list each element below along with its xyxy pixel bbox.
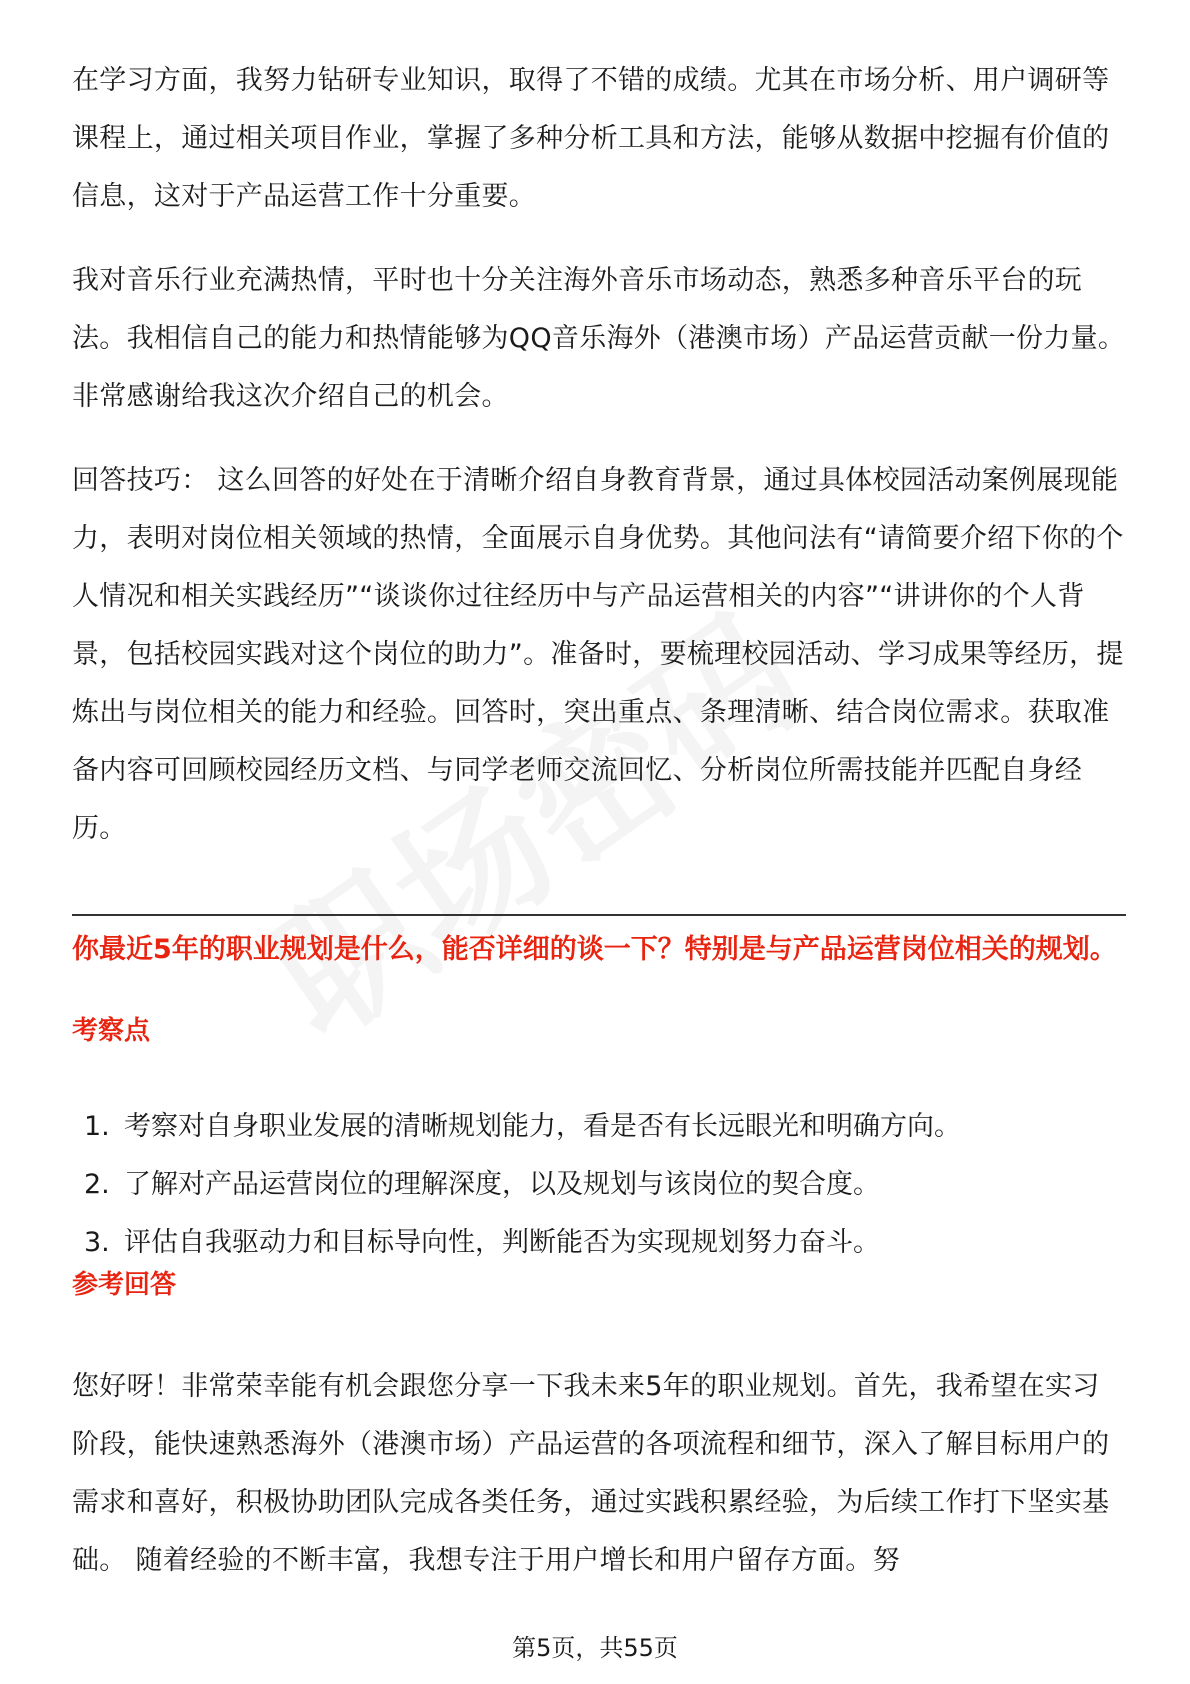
list-item xyxy=(84,1156,1124,1214)
list-number: 2. xyxy=(84,1169,110,1200)
focus-title: 考察点 xyxy=(72,1016,151,1046)
paragraph-study: 在学习方面，我努力钻研专业知识，取得了不错的成绩。尤其在市场分析、用户调研等课程上，通过相关项目作业，掌握了多种分析工具和方法，能够从数据中挖掘有价值的信息，这对于产品运营工作十分重要。 xyxy=(72,65,1110,212)
list-text: 了解对产品运营岗位的理解深度，以及规划与该岗位的契合度。 xyxy=(124,1169,880,1200)
list-number: 3. xyxy=(84,1227,110,1258)
page-number: 第5页，共55页 xyxy=(512,1634,678,1662)
focus-list xyxy=(84,1098,1124,1272)
paragraph-passion: 我对音乐行业充满热情，平时也十分关注海外音乐市场动态，熟悉多种音乐平台的玩法。我相信自己的能力和热情能够为QQ音乐海外（港澳市场）产品运营贡献一份力量。非常感谢给我这次介绍自己的机会。 xyxy=(72,265,1126,412)
list-item xyxy=(84,1098,1124,1156)
list-number: 1. xyxy=(84,1111,110,1142)
list-item xyxy=(84,1214,1124,1272)
section-divider xyxy=(72,914,1126,916)
answer-text: 您好呀！非常荣幸能有机会跟您分享一下我未来5年的职业规划。首先，我希望在实习阶段，能快速熟悉海外（港澳市场）产品运营的各项流程和细节，深入了解目标用户的需求和喜好，积极协助团队完成各类任务，通过实践积累经验，为后续工作打下坚实基础。 随着经验的不断丰富，我想专注于用户增长和用户留存方面。努 xyxy=(72,1371,1110,1576)
list-text: 评估自我驱动力和目标导向性，判断能否为实现规划努力奋斗。 xyxy=(124,1227,880,1258)
body-text xyxy=(72,52,1126,884)
list-text: 考察对自身职业发展的清晰规划能力，看是否有长远眼光和明确方向。 xyxy=(124,1111,961,1142)
answer-title: 参考回答 xyxy=(72,1270,177,1300)
question-heading: 你最近5年的职业规划是什么，能否详细的谈一下？特别是与产品运营岗位相关的规划。 xyxy=(72,934,1117,965)
paragraph-tips: 回答技巧： 这么回答的好处在于清晰介绍自身教育背景，通过具体校园活动案例展现能力，表明对岗位相关领域的热情，全面展示自身优势。其他问法有“请简要介绍下你的个人情况和相关实践经历”“谈谈你过往经历中与产品运营相关的内容”“讲讲你的个人背景，包括校园实践对这个岗位的助力”。准备时，要梳理校园活动、学习成果等经历，提炼出与岗位相关的能力和经验。回答时，突出重点、条理清晰、结合岗位需求。获取准备内容可回顾校园经历文档、与同学老师交流回忆、分析岗位所需技能并匹配自身经历。 xyxy=(72,465,1124,844)
